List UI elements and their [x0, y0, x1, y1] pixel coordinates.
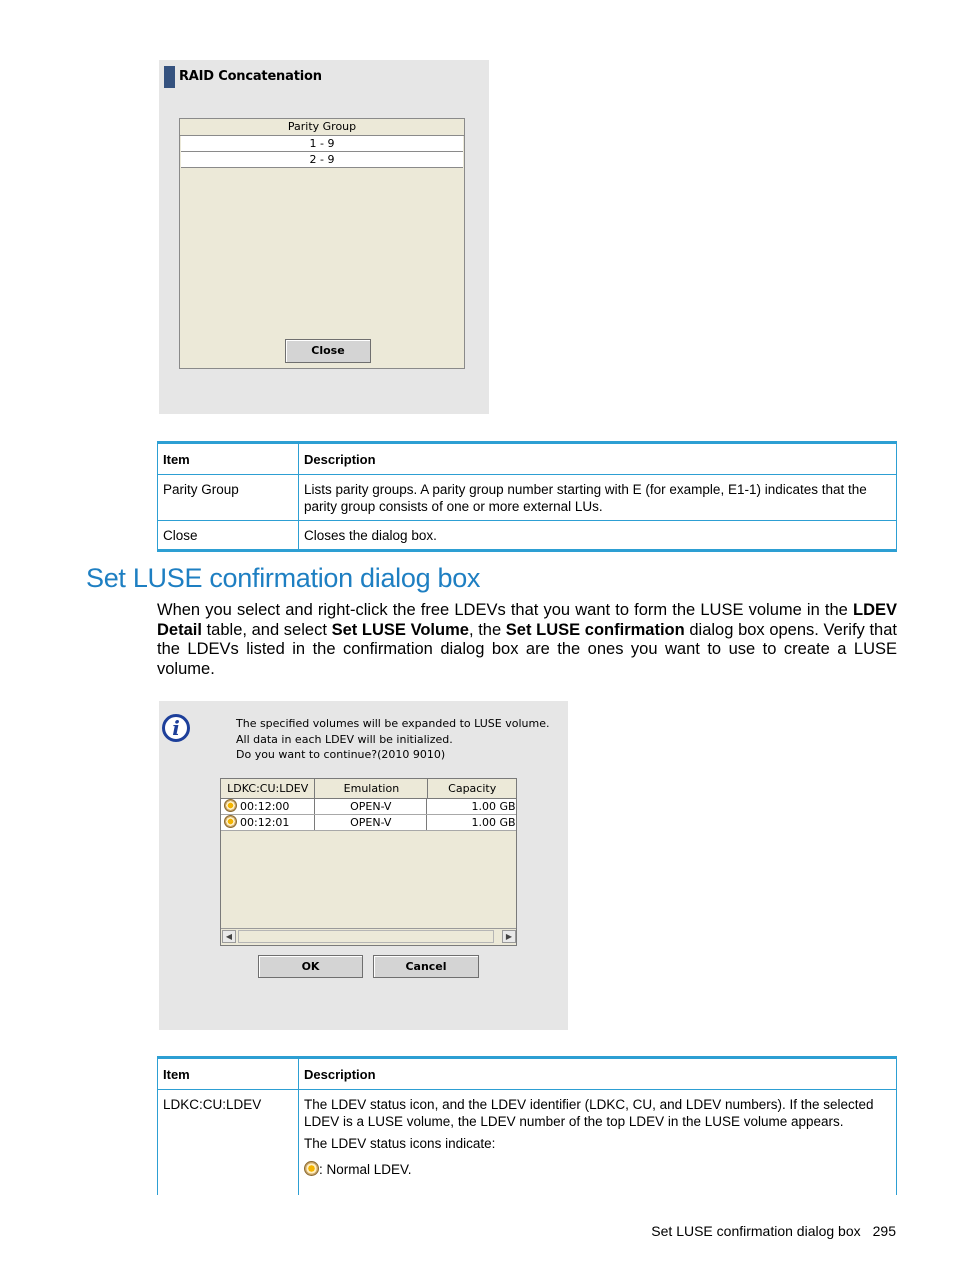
- confirmation-message: [236, 716, 549, 763]
- description-note: The LDEV status icons indicate:: [304, 1136, 496, 1151]
- ldev-list-table[interactable]: [220, 778, 517, 946]
- section-paragraph: [157, 601, 897, 679]
- para-bold-ldev-detail: LDEV Detail: [157, 601, 897, 639]
- message-line: All data in each LDEV will be initialized.: [236, 732, 453, 746]
- para-bold-set-luse-volume: Set LUSE Volume: [331, 620, 469, 639]
- scroll-left-icon[interactable]: ◀: [222, 930, 236, 943]
- column-capacity[interactable]: Capacity: [448, 782, 497, 795]
- scroll-right-icon[interactable]: ▶: [502, 930, 516, 943]
- description-cell: Closes the dialog box.: [299, 521, 897, 551]
- emulation-cell: OPEN-V: [315, 815, 427, 830]
- ldev-cell: [221, 799, 315, 814]
- raid-concatenation-dialog: [159, 60, 489, 414]
- ldev-status-icon: [224, 815, 237, 828]
- parity-group-column-header[interactable]: Parity Group: [180, 119, 464, 136]
- message-line: Do you want to continue?(2010 9010): [236, 748, 446, 761]
- ldev-status-icon: [224, 799, 237, 812]
- table-row: [158, 1090, 897, 1196]
- status-legend-text: : Normal LDEV.: [319, 1162, 412, 1177]
- footer-section-title: Set LUSE confirmation dialog box: [651, 1223, 861, 1239]
- luse-dialog-description-table: [157, 1056, 897, 1195]
- emulation-cell: OPEN-V: [315, 799, 427, 814]
- horizontal-scrollbar[interactable]: [221, 928, 516, 945]
- description-text: The LDEV status icon, and the LDEV identifier (LDKC, CU, and LDEV numbers). If the selected LDEV is a LUSE volume, the LDEV number of the top LDEV in the LUSE volume appears.: [304, 1097, 874, 1129]
- info-icon: i: [162, 714, 190, 742]
- ldev-table-header: [221, 779, 516, 799]
- message-line: The specified volumes will be expanded to LUSE volume.: [236, 717, 550, 730]
- ok-button[interactable]: OK: [258, 955, 363, 978]
- para-text: When you select and right-click the free LDEVs that you want to form the LUSE volume in the: [157, 601, 853, 619]
- page-number: 295: [872, 1223, 896, 1239]
- para-bold-set-luse-confirmation: Set LUSE confirmation: [505, 620, 685, 639]
- table-row: [158, 521, 897, 551]
- item-cell: LDKC:CU:LDEV: [158, 1090, 299, 1196]
- para-text: , the: [468, 620, 506, 639]
- column-emulation[interactable]: Emulation: [315, 779, 428, 798]
- cancel-button[interactable]: Cancel: [373, 955, 479, 978]
- capacity-cell: 1.00 GB: [471, 800, 516, 813]
- ldev-cell: [221, 815, 315, 830]
- description-cell: [299, 1090, 897, 1196]
- scrollbar-thumb[interactable]: [238, 930, 494, 943]
- page-footer: [651, 1223, 896, 1239]
- raid-dialog-description-table: [157, 441, 897, 552]
- dialog-title: RAID Concatenation: [179, 69, 322, 84]
- description-cell: Lists parity groups. A parity group number starting with E (for example, E1-1) indicates that the parity group consists of one or more external LUs.: [299, 475, 897, 521]
- ldev-id: 00:12:01: [240, 816, 290, 829]
- table-row[interactable]: [221, 815, 516, 831]
- item-cell: Close: [158, 521, 299, 551]
- close-button[interactable]: Close: [285, 339, 371, 363]
- table-row[interactable]: [221, 799, 516, 815]
- title-marker: [164, 66, 175, 88]
- ldev-id: 00:12:00: [240, 800, 290, 813]
- item-header: Item: [158, 1058, 299, 1090]
- parity-group-list[interactable]: [179, 118, 465, 369]
- item-header: Item: [158, 443, 299, 475]
- list-item[interactable]: 2 - 9: [181, 152, 463, 168]
- capacity-cell: 1.00 GB: [471, 816, 516, 829]
- description-header: Description: [299, 1058, 897, 1090]
- status-legend: [304, 1161, 891, 1178]
- para-text: table, and select: [201, 620, 332, 639]
- column-ldkc-cu-ldev[interactable]: LDKC:CU:LDEV: [221, 779, 315, 798]
- list-item[interactable]: 1 - 9: [181, 136, 463, 152]
- section-heading: Set LUSE confirmation dialog box: [86, 563, 481, 593]
- description-header: Description: [299, 443, 897, 475]
- set-luse-confirmation-dialog: [159, 701, 568, 1030]
- normal-ldev-status-icon: [304, 1161, 319, 1176]
- para-text: dialog box opens. Verify that the LDEVs listed in the confirmation dialog box are the ones you want to use to create a LUSE volume.: [157, 620, 897, 678]
- item-cell: Parity Group: [158, 475, 299, 521]
- table-row: [158, 475, 897, 521]
